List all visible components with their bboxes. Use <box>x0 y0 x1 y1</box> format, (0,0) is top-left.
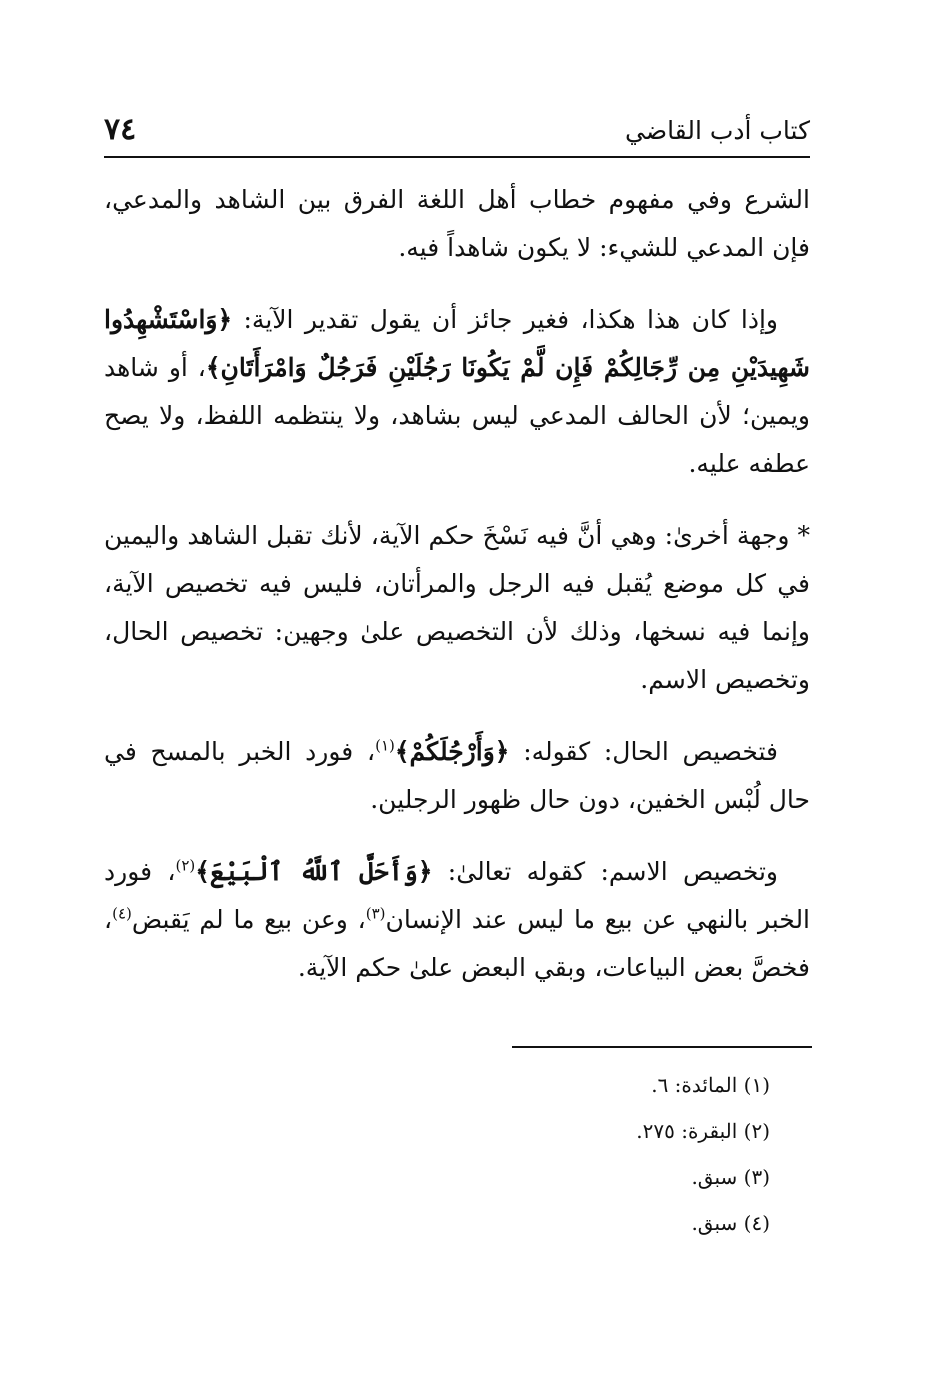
quran-verse-ahalla: ﴿وَأَحَلَّ ٱللَّهُ ٱلْبَيْعَ﴾ <box>195 857 433 886</box>
paragraph-1: الشرع وفي مفهوم خطاب أهل اللغة الفرق بين الشاهد والمدعي، فإن المدعي للشيء: لا يكون شاهداً فيه. <box>104 185 810 262</box>
paragraph-4-rest: ، فورد الخبر بالمسح في حال لُبْس الخفين، دون حال ظهور الرجلين. <box>104 737 810 814</box>
page-header <box>104 108 810 158</box>
paragraph-2-rest: ، أو شاهد ويمين؛ لأن الحالف المدعي ليس بشاهد، ولا ينتظمه اللفظ، ولا يصح عطفه عليه. <box>104 353 810 478</box>
footnote-4: (٤) سبق. <box>691 1211 770 1235</box>
paragraph-2 <box>104 296 810 488</box>
footnote-ref-2[interactable]: (٢) <box>175 856 196 875</box>
footnote-ref-1[interactable]: (١) <box>375 736 395 755</box>
footnotes <box>430 1062 770 1246</box>
paragraph-4-intro: فتخصيص الحال: كقوله: <box>509 737 778 766</box>
footnote-ref-3[interactable]: (٣) <box>365 904 386 923</box>
footnote-ref-4[interactable]: (٤) <box>112 904 132 923</box>
paragraph-5 <box>104 848 810 992</box>
footnote-1: (١) المائدة: ٦. <box>651 1073 770 1097</box>
quran-verse-arjulakum: ﴿وَأَرْجُلَكُمْ﴾ <box>394 737 510 766</box>
footnote-2: (٢) البقرة: ٢٧٥. <box>636 1119 770 1143</box>
paragraph-2-intro: وإذا كان هذا هكذا، فغير جائز أن يقول تقدير الآية: <box>232 305 778 334</box>
paragraph-5-intro: وتخصيص الاسم: كقوله تعالىٰ: <box>432 857 778 886</box>
page-number: ٧٤ <box>104 112 137 147</box>
quran-verse-istashhidu: ﴿وَاسْتَشْهِدُوا شَهِيدَيْنِ مِن رِّجَالِكُمْ فَإِن لَّمْ يَكُونَا رَجُلَيْنِ فَرَجُلٌ وَامْرَأَتَانِ﴾ <box>104 305 810 382</box>
paragraph-5-part-2: ، وعن بيع ما لم يَقبض <box>131 905 366 934</box>
running-title: كتاب أدب القاضي <box>625 116 810 145</box>
paragraph-5-rest: ، فخصَّ بعض البياعات، وبقي البعض علىٰ حكم الآية. <box>104 905 810 982</box>
paragraph-5-part-1: ، فورد الخبر بالنهي عن بيع ما ليس عند الإنسان <box>104 857 811 934</box>
main-text <box>104 176 810 1016</box>
paragraph-3: * وجهة أخرىٰ: وهي أنَّ فيه نَسْخَ حكم الآية، لأنك تقبل الشاهد واليمين في كل موضع يُقبل فيه الرجل والمرأتان، فليس فيه تخصيص الآية، وإنما فيه نسخها، وذلك لأن التخصيص علىٰ وجهين: تخصيص الحال، وتخصيص الاسم. <box>104 521 810 694</box>
paragraph-4 <box>104 728 810 824</box>
footnote-divider <box>512 1046 812 1048</box>
footnote-3: (٣) سبق. <box>691 1165 770 1189</box>
